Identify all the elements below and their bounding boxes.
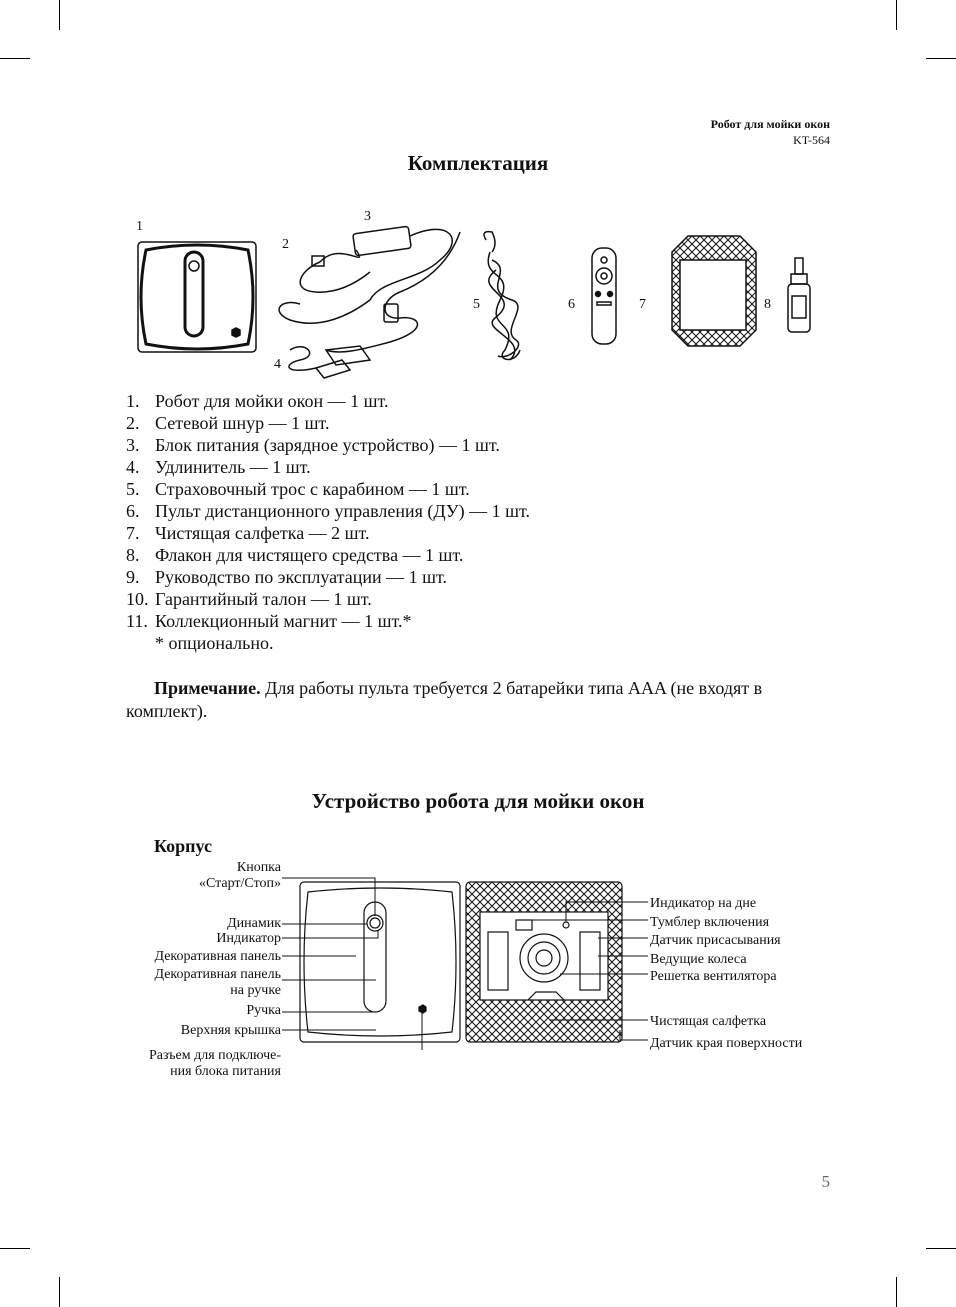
- label-button-2: «Старт/Стоп»: [198, 876, 281, 891]
- label-deco-handle-2: на ручке: [230, 983, 281, 998]
- label-button: Кнопка: [236, 860, 281, 875]
- page-number: 5: [821, 1172, 830, 1191]
- label-drive-wheels: Ведущие колеса: [650, 952, 747, 967]
- battery-note: Примечание. Для работы пульта требуется 2 батарейки типа AAA (не входят в комплект).: [126, 678, 763, 721]
- list-item: 2. Сетевой шнур — 1 шт.: [126, 413, 330, 433]
- list-item: 6. Пульт дистанционного управления (ДУ) — 1 шт.: [126, 501, 531, 521]
- list-item: 4. Удлинитель — 1 шт.: [126, 457, 311, 477]
- list-item: 8. Флакон для чистящего средства — 1 шт.: [126, 545, 464, 565]
- figure-number: 1: [136, 219, 143, 234]
- package-list: [126, 390, 846, 654]
- figure-number: 2: [282, 237, 289, 252]
- list-item: 1. Робот для мойки окон — 1 шт.: [126, 391, 389, 411]
- label-top-cover: Верхняя крышка: [180, 1023, 281, 1038]
- label-edge-sensor: Датчик края поверхности: [650, 1036, 803, 1051]
- label-power-switch: Тумблер включения: [650, 915, 770, 930]
- spray-bottle-illustration: [788, 258, 810, 332]
- label-indicator: Индикатор: [216, 931, 281, 946]
- label-speaker: Динамик: [227, 916, 281, 931]
- label-bottom-indicator: Индикатор на дне: [650, 896, 757, 911]
- package-contents-figure: [120, 200, 840, 385]
- header-model: KT-564: [793, 133, 830, 147]
- robot-illustration: [138, 242, 256, 352]
- label-deco-panel: Декоративная панель: [154, 949, 281, 964]
- figure-number: 3: [364, 209, 371, 224]
- figure-number: 6: [568, 297, 575, 312]
- label-cleaning-pad: Чистящая салфетка: [650, 1014, 767, 1029]
- label-connector-2: ния блока питания: [170, 1064, 281, 1079]
- remote-illustration: [592, 248, 616, 344]
- label-handle: Ручка: [246, 1003, 281, 1018]
- section-title-device: Устройство робота для мойки окон: [311, 789, 645, 813]
- crop-mark: [896, 0, 897, 30]
- safety-rope-illustration: [484, 232, 520, 360]
- list-item: 5. Страховочный трос с карабином — 1 шт.: [126, 479, 470, 499]
- header-product: Робот для мойки окон: [710, 117, 830, 131]
- robot-top-view: [300, 882, 460, 1042]
- figure-number: 7: [639, 297, 646, 312]
- figure-number: 5: [473, 297, 480, 312]
- cleaning-pad-illustration: [672, 236, 756, 346]
- subsection-title-body: Корпус: [154, 836, 212, 856]
- robot-bottom-view: [466, 882, 622, 1042]
- label-connector: Разъем для подключе-: [149, 1048, 281, 1063]
- crop-mark: [926, 58, 956, 59]
- crop-mark: [896, 1277, 897, 1307]
- list-item: 3. Блок питания (зарядное устройство) — 1 шт.: [126, 435, 500, 455]
- list-item: 7. Чистящая салфетка — 2 шт.: [126, 523, 370, 543]
- section-title-package: Комплектация: [407, 151, 549, 175]
- robot-parts-diagram: [280, 870, 650, 1050]
- figure-number: 4: [274, 357, 281, 372]
- label-suction-sensor: Датчик присасывания: [650, 933, 781, 948]
- crop-mark: [0, 58, 30, 59]
- list-item: 11. Коллекционный магнит — 1 шт.*: [126, 611, 412, 631]
- list-item: 9. Руководство по эксплуатации — 1 шт.: [126, 567, 447, 587]
- leader-lines-left: [282, 878, 422, 1050]
- crop-mark: [0, 1248, 30, 1249]
- crop-mark: [59, 1277, 60, 1307]
- list-item: 10. Гарантийный талон — 1 шт.: [126, 589, 372, 609]
- optional-note: * опционально.: [155, 633, 274, 653]
- crop-mark: [59, 0, 60, 30]
- crop-mark: [926, 1248, 956, 1249]
- figure-number: 8: [764, 297, 771, 312]
- label-deco-handle: Декоративная панель: [154, 967, 281, 982]
- label-fan-grille: Решетка вентилятора: [650, 969, 777, 984]
- cables-illustration: [279, 226, 460, 378]
